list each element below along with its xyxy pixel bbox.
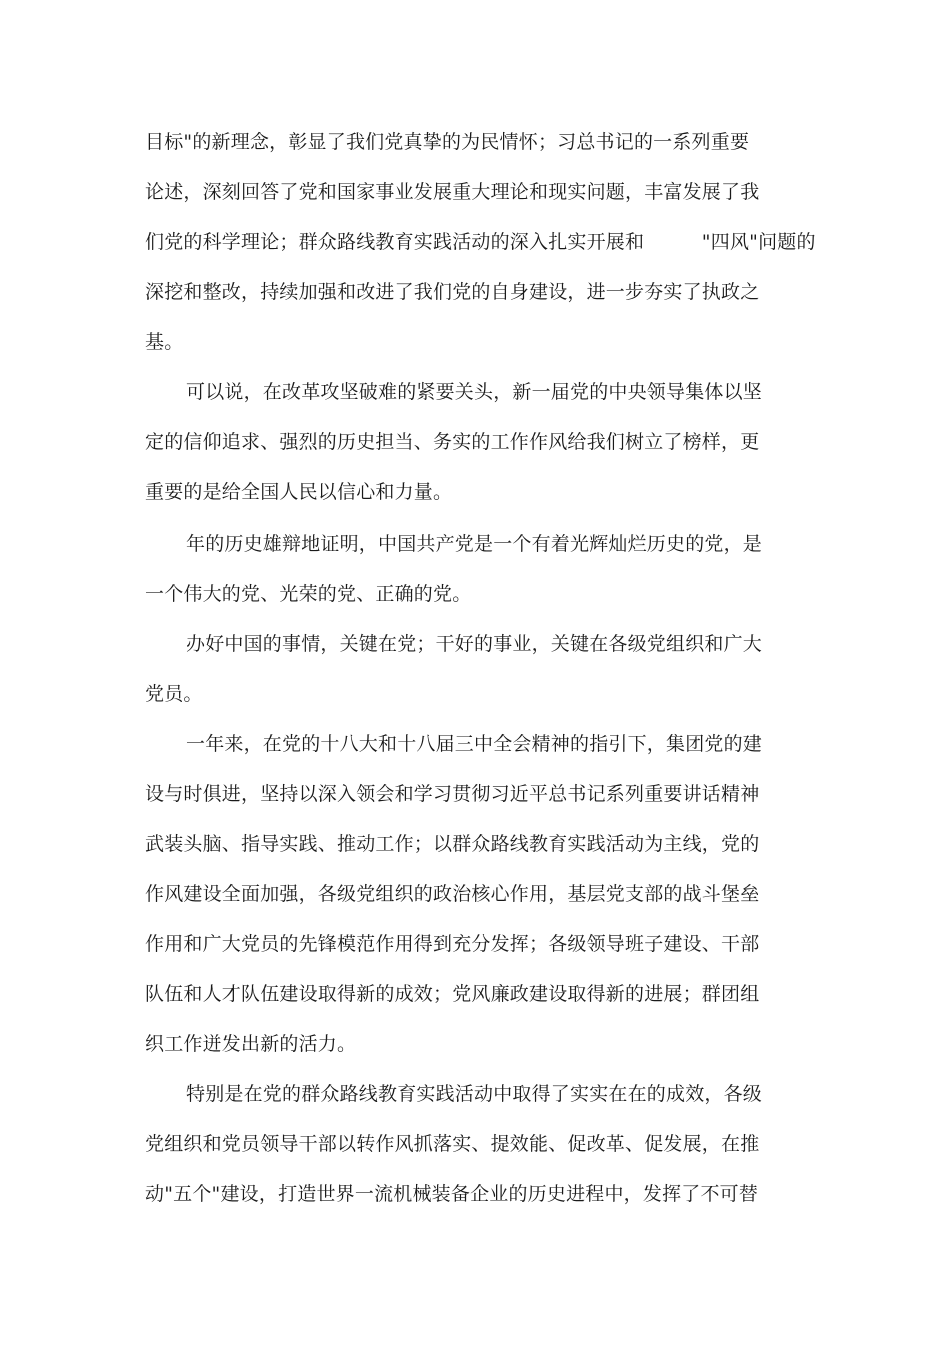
text-line: 党组织和党员领导干部以转作风抓落实、提效能、促改革、促发展，在推 (145, 1133, 760, 1155)
text-line: 队伍和人才队伍建设取得新的成效；党风廉政建设取得新的进展；群团组 (145, 983, 760, 1005)
text-line: 深挖和整改，持续加强和改进了我们党的自身建设，进一步夯实了执政之 (145, 281, 760, 303)
text-line: 织工作迸发出新的活力。 (145, 1033, 357, 1055)
paragraph-start-line: 特别是在党的群众路线教育实践活动中取得了实实在在的成效，各级 (186, 1083, 763, 1105)
text-line: 作风建设全面加强，各级党组织的政治核心作用，基层党支部的战斗堡垒 (145, 883, 760, 905)
paragraph-start-line: 一年来，在党的十八大和十八届三中全会精神的指引下，集团党的建 (186, 733, 763, 755)
paragraph-start-line: 可以说，在改革攻坚破难的紧要关头，新一届党的中央领导集体以坚 (186, 381, 763, 403)
paragraph-start-line: 年的历史雄辩地证明，中国共产党是一个有着光辉灿烂历史的党，是 (186, 533, 763, 555)
text-line: 们党的科学理论；群众路线教育实践活动的深入扎实开展和 "四风"问题的 (145, 231, 816, 253)
text-line: 重要的是给全国人民以信心和力量。 (145, 481, 453, 503)
text-line: 基。 (145, 331, 184, 353)
text-line: 一个伟大的党、光荣的党、正确的党。 (145, 583, 472, 605)
text-line: 论述，深刻回答了党和国家事业发展重大理论和现实问题，丰富发展了我 (145, 181, 760, 203)
text-line: 定的信仰追求、强烈的历史担当、务实的工作作风给我们树立了榜样，更 (145, 431, 760, 453)
text-line: 作用和广大党员的先锋模范作用得到充分发挥；各级领导班子建设、干部 (145, 933, 760, 955)
text-line: 设与时俱进，坚持以深入领会和学习贯彻习近平总书记系列重要讲话精神 (145, 783, 760, 805)
paragraph-start-line: 办好中国的事情，关键在党；干好的事业，关键在各级党组织和广大 (186, 633, 763, 655)
text-line: 武装头脑、指导实践、推动工作；以群众路线教育实践活动为主线，党的 (145, 833, 760, 855)
text-line: 动"五个"建设，打造世界一流机械装备企业的历史进程中，发挥了不可替 (145, 1183, 759, 1205)
text-line: 目标"的新理念，彰显了我们党真挚的为民情怀；习总书记的一系列重要 (145, 131, 750, 153)
text-line: 党员。 (145, 683, 203, 705)
